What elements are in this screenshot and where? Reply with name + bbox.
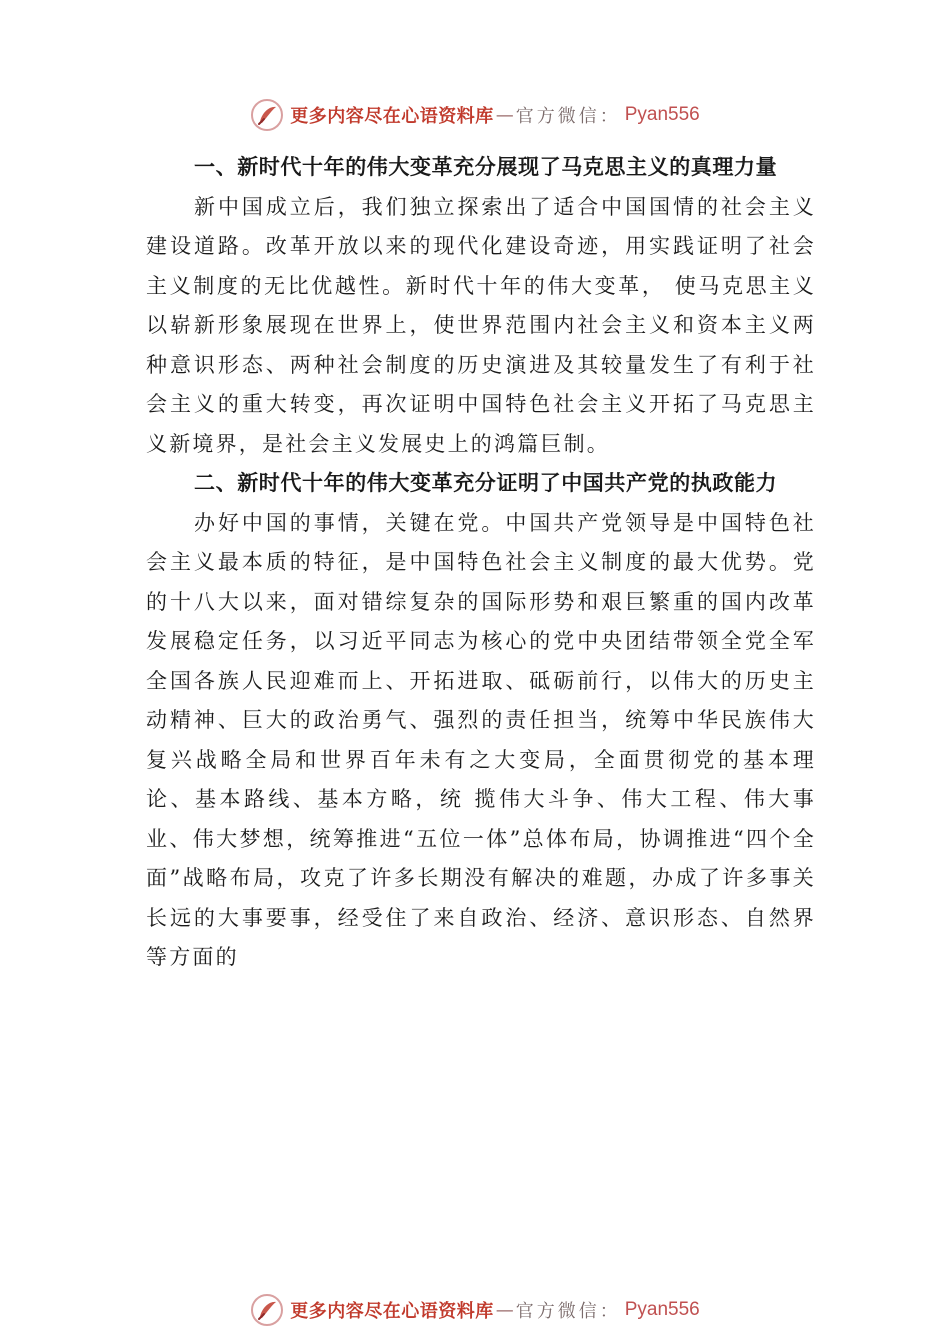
watermark-brand: 更多内容尽在心语资料库	[290, 106, 494, 127]
section-paragraph: 新中国成立后，我们独立探索出了适合中国国情的社会主义建设道路。改革开放以来的现代化建设奇迹，用实践证明了社会主义制度的无比优越性。新时代十年的伟大变革， 使马克思主义以崭新形象展现在世界上，使世界范围内社会主义和资本主义两种意识形态、两种社会制度的历史演进及其较量发生了有利于社会主义的重大转变，再次证明中国特色社会主义开拓了马克思主义新境界，是社会主义发展史上的鸿篇巨制。	[146, 194, 816, 456]
watermark-wechat-id: Pyan556	[624, 1299, 700, 1320]
header-watermark	[0, 95, 950, 135]
watermark-label: 官方微信：	[515, 106, 621, 127]
section-heading: 一、新时代十年的伟大变革充分展现了马克思主义的真理力量	[194, 155, 778, 179]
section-heading: 二、新时代十年的伟大变革充分证明了中国共产党的执政能力	[194, 471, 778, 495]
brand-logo-icon	[250, 1293, 284, 1327]
footer-watermark	[0, 1290, 950, 1330]
watermark-separator: —	[495, 104, 514, 126]
brand-logo-icon	[250, 98, 284, 132]
document-body	[146, 148, 816, 978]
watermark-brand: 更多内容尽在心语资料库	[290, 1301, 494, 1322]
watermark-label: 官方微信：	[515, 1301, 621, 1322]
watermark-wechat-id: Pyan556	[624, 104, 700, 125]
section-paragraph: 办好中国的事情，关键在党。中国共产党领导是中国特色社会主义最本质的特征，是中国特色社会主义制度的最大优势。党的十八大以来，面对错综复杂的国际形势和艰巨繁重的国内改革发展稳定任务，以习近平同志为核心的党中央团结带领全党全军全国各族人民迎难而上、开拓进取、砥砺前行，以伟大的历史主动精神、巨大的政治勇气、强烈的责任担当，统筹中华民族伟大复兴战略全局和世界百年未有之大变局，全面贯彻党的基本理论、基本路线、基本方略，统 揽伟大斗争、伟大工程、伟大事业、伟大梦想，统筹推进“五位一体”总体布局，协调推进“四个全面”战略布局，攻克了许多长期没有解决的难题，办成了许多事关长远的大事要事，经受住了来自政治、经济、意识形态、自然界等方面的	[146, 510, 816, 969]
watermark-separator: —	[495, 1299, 514, 1321]
